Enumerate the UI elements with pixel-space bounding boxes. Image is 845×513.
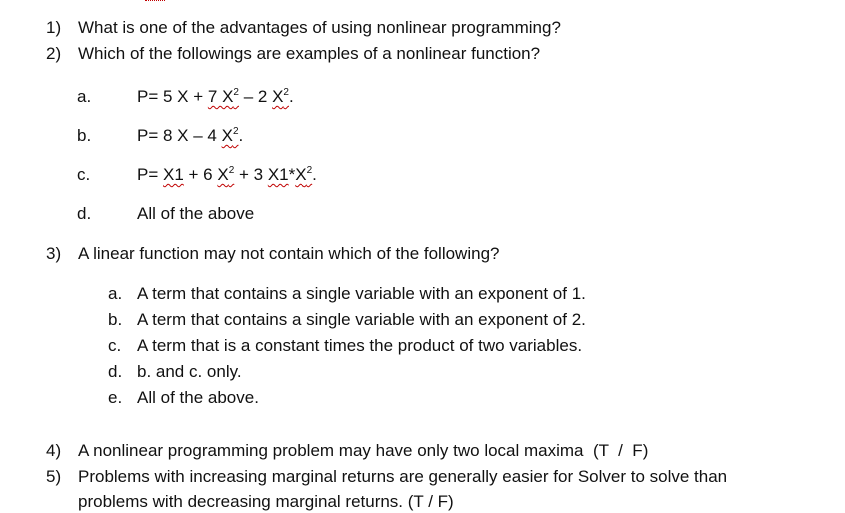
q3-option-c-text: A term that is a constant times the product of two variables. bbox=[137, 336, 583, 355]
question-1-text: What is one of the advantages of using nonlinear programming? bbox=[78, 18, 561, 37]
question-5-text-line1: Problems with increasing marginal returns are generally easier for Solver to solve than bbox=[78, 467, 728, 486]
q3-option-d-letter: d. bbox=[108, 362, 123, 381]
q2-option-c-text: P= X1 + 6 $X^2 + 3$ $X1*X^2$. bbox=[137, 165, 317, 184]
q3-option-e-text: All of the above. bbox=[137, 388, 259, 407]
question-5-text-line2: problems with decreasing marginal returns. (T / F) bbox=[78, 492, 454, 511]
q3-option-a-text: A term that contains a single variable with an exponent of 1. bbox=[137, 284, 586, 303]
q2-option-a-letter: a. bbox=[77, 87, 92, 106]
q2-option-c-letter: c. bbox=[77, 165, 91, 184]
q3-option-b-letter: b. bbox=[108, 310, 123, 329]
q3-option-e-letter: e. bbox=[108, 388, 123, 407]
question-2-number: 2) bbox=[46, 44, 62, 63]
question-3-text: A linear function may not contain which of the following? bbox=[78, 244, 500, 263]
question-2-text: Which of the followings are examples of a nonlinear function? bbox=[78, 44, 541, 63]
question-3-number: 3) bbox=[46, 244, 62, 263]
q2-option-b-text: P= 8 X – 4 $X^2$. bbox=[137, 126, 244, 145]
question-5-number: 5) bbox=[46, 467, 62, 486]
q2-option-a-text: P= 5 X + 7 $X^2 - 2$ $X^2$. bbox=[137, 87, 294, 106]
q2-option-d-letter: d. bbox=[77, 204, 92, 223]
q3-option-d-text: b. and c. only. bbox=[137, 362, 242, 381]
question-1-number: 1) bbox=[46, 18, 62, 37]
q2-option-b-letter: b. bbox=[77, 126, 92, 145]
question-4-text: A nonlinear programming problem may have only two local maxima (T / F) bbox=[78, 441, 649, 460]
question-4-number: 4) bbox=[46, 441, 62, 460]
q3-option-a-letter: a. bbox=[108, 284, 123, 303]
q3-option-b-text: A term that contains a single variable with an exponent of 2. bbox=[137, 310, 586, 329]
q2-option-d-text: All of the above bbox=[137, 204, 255, 223]
q3-option-c-letter: c. bbox=[108, 336, 122, 355]
spellcheck-mark bbox=[145, 0, 165, 3]
